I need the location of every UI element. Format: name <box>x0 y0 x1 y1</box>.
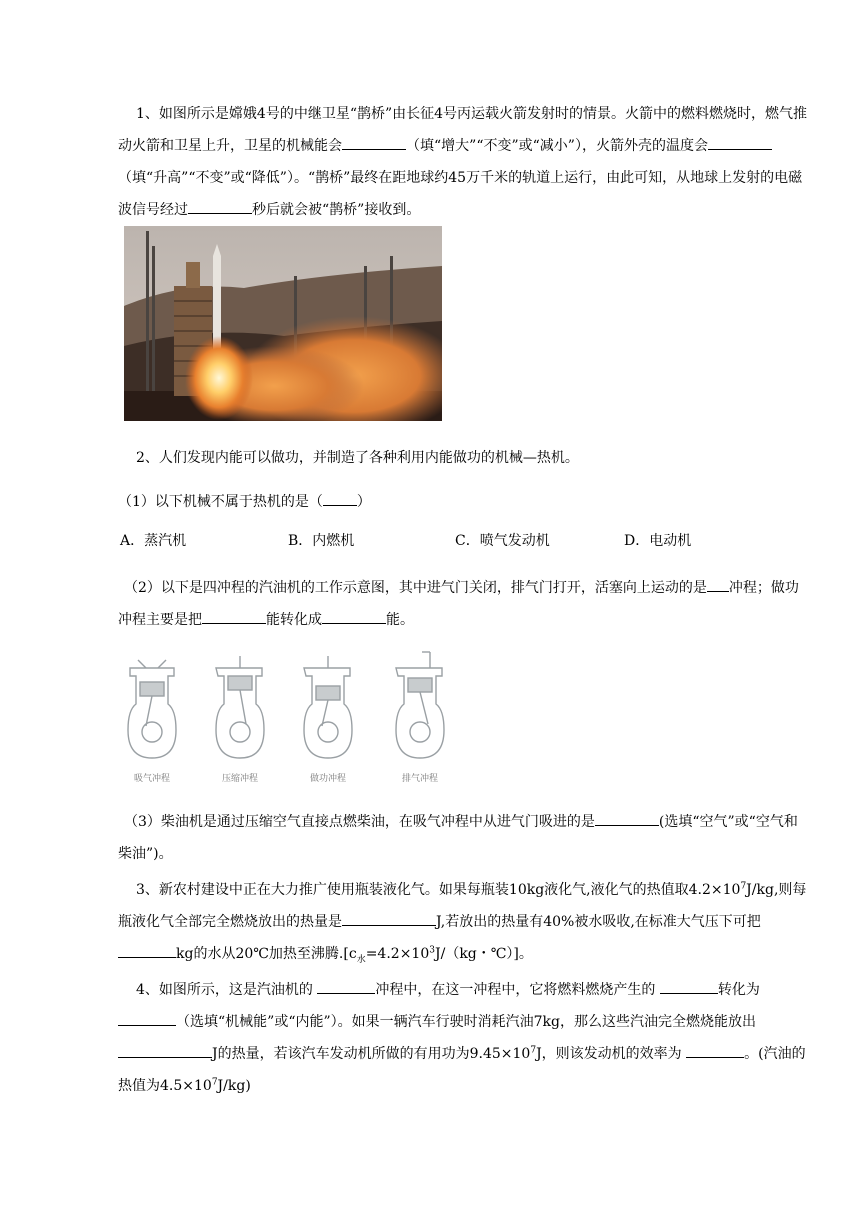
question-2-part-2: （2）以下是四冲程的汽油机的工作示意图，其中进气门关闭，排气门打开，活塞向上运动的是 冲程；做功冲程主要是把 能转化成 能。 <box>118 572 808 636</box>
option-a[interactable]: A．蒸汽机 <box>120 533 187 549</box>
caption-power: 做功冲程 <box>309 774 347 784</box>
answer-blank[interactable] <box>595 810 659 826</box>
answer-blank[interactable] <box>188 198 252 214</box>
question-2-part-1: （1）以下机械不属于热机的是（ ） <box>118 486 808 518</box>
question-1: 1、如图所示是嫦娥4号的中继卫星“鹊桥”由长征4号丙运载火箭发射时的情景。火箭中的燃料燃烧时，燃气推动火箭和卫星上升，卫星的机械能会 （填“增大”“不变”或“减小”），火箭外壳的温度会（填“升高”“不变”或“降低”）。“鹊桥”最终在距地球约45万千米的轨道上运行，由此可知，从地球上发射的电磁波信号经过 秒后就会被“鹊桥”接收到。 <box>118 106 808 218</box>
option-d[interactable]: D．电动机 <box>624 533 692 549</box>
q1-text: 1、如图所示是嫦娥4号的中继卫星“鹊桥”由长征4号丙运载火箭发射时的情景。火箭中的燃料燃烧时，燃气推动火箭和卫星上升，卫星的机械能会 <box>118 106 808 154</box>
answer-blank[interactable] <box>686 1042 744 1058</box>
rocket-launch-image <box>124 226 442 421</box>
question-4: 4、如图所示，这是汽油机的 冲程中，在这一冲程中，它将燃料燃烧产生的 转化为 （选填“机械能”或“内能”）。如果一辆汽车行驶时消耗汽油7kg，那么这些汽油完全燃烧能放出 J的热量，若该汽车发动机所做的有用功为$9.45\times 10^7J$，则该发动机的效率为 。(汽油的热值为$4.5\times 10^7J/kg$) <box>118 974 808 1102</box>
engine-strokes-diagram <box>118 646 470 788</box>
answer-blank[interactable] <box>660 978 718 994</box>
answer-blank[interactable] <box>708 134 772 150</box>
option-b[interactable]: B．内燃机 <box>288 533 355 549</box>
engine-power-diagram <box>304 656 352 758</box>
question-2-part-3: （3）柴油机是通过压缩空气直接点燃柴油，在吸气冲程中从进气门吸进的是 (选填“空气”或“空气和柴油”)。 <box>118 806 808 870</box>
answer-blank[interactable] <box>323 490 357 506</box>
answer-blank[interactable] <box>707 576 729 592</box>
answer-blank[interactable] <box>118 1010 176 1026</box>
answer-blank[interactable] <box>118 1042 212 1058</box>
caption-exhaust: 排气冲程 <box>401 774 439 784</box>
answer-blank[interactable] <box>202 608 266 624</box>
engine-exhaust-diagram <box>396 652 444 758</box>
engine-intake-diagram <box>128 660 176 758</box>
option-c[interactable]: C．喷气发动机 <box>455 533 550 549</box>
answer-blank[interactable] <box>118 942 176 958</box>
answer-blank[interactable] <box>317 978 375 994</box>
question-3: 3、新农村建设中正在大力推广使用瓶装液化气。如果每瓶装10kg液化气,液化气的热值取$4.2\times 10^7J/kg$,则每瓶液化气全部完全燃烧放出的热量是 J,若放出的热量有40%被水吸收,在标准大气压下可把kg的水从20℃加热至沸腾$.[c_水=4.2\times 10^3J/(kg$・℃）]。 <box>118 881 807 965</box>
answer-blank[interactable] <box>342 134 406 150</box>
choice-options <box>118 530 808 554</box>
question-2-intro: 2、人们发现内能可以做功，并制造了各种利用内能做功的机械—热机。 <box>136 450 579 466</box>
caption-intake: 吸气冲程 <box>133 774 171 784</box>
caption-compression: 压缩冲程 <box>221 774 259 784</box>
engine-compression-diagram <box>216 656 264 758</box>
answer-blank[interactable] <box>342 910 436 926</box>
answer-blank[interactable] <box>322 608 386 624</box>
